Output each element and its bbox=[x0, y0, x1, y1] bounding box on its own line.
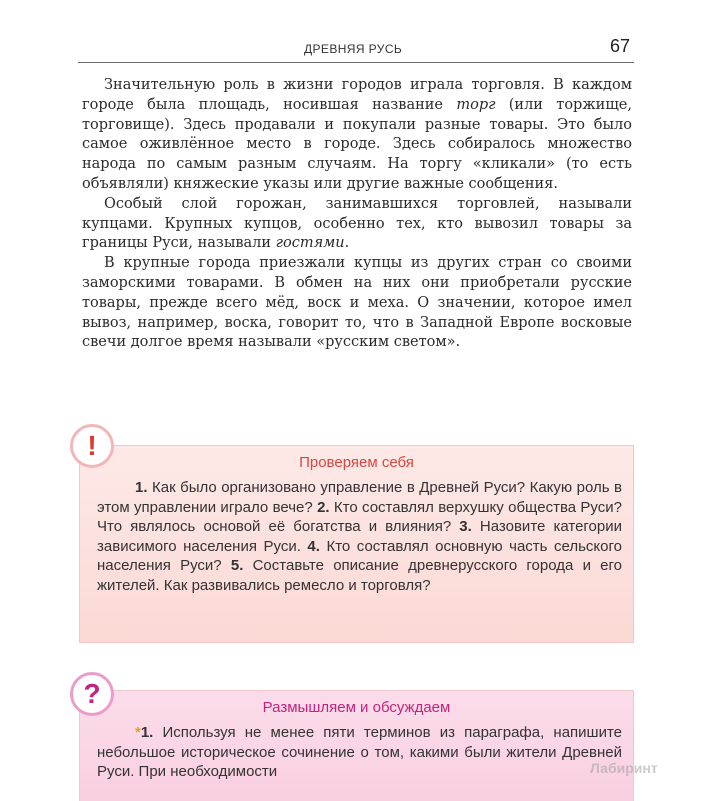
question-mark-icon: ? bbox=[70, 672, 114, 716]
self-check-questions: 1. Как было организовано управление в Древней Руси? Какую роль в этом управлении играло вече? 2. Кто составлял верхушку общества Руси? Что являлось основой её богатства и влияния? 3. Назовите категории зависимого населения Руси. 4. Кто составлял основную часть сельского населения Руси? 5. Составьте описание древнерусского города и его жителей. Как развивались ремесло и торговля? bbox=[97, 479, 622, 594]
discussion-title: Размышляем и обсуждаем bbox=[262, 699, 451, 716]
self-check-box bbox=[79, 445, 634, 643]
watermark: Лабиринт bbox=[590, 760, 658, 776]
chapter-title: ДРЕВНЯЯ РУСЬ bbox=[304, 42, 403, 56]
discussion-box bbox=[79, 690, 634, 801]
paragraph-foreign-trade: В крупные города приезжали купцы из других стран со своими заморскими товарами. В обмен на них они приобретали русские товары, прежде всего мёд, воск и меха. О значении, которое имел вывоз, например, воска, говорит то, что в Западной Европе восковые свечи долгое время называли «русским светом». bbox=[82, 255, 632, 351]
paragraph-merchants: Особый слой горожан, занимавшихся торговлей, называли купцами. Крупных купцов, особенно тех, кто вывозил товары за границы Руси, называли гостями. bbox=[82, 195, 632, 252]
exclamation-icon: ! bbox=[70, 424, 114, 468]
discussion-questions: *1. Используя не менее пяти терминов из параграфа, напишите небольшое историческое сочинение о том, какими были жители Древней Руси. При необходимости bbox=[97, 724, 622, 781]
term-torg: торг bbox=[456, 96, 496, 113]
main-text bbox=[82, 76, 632, 353]
star-icon: * bbox=[135, 724, 141, 741]
paragraph-trade: Значительную роль в жизни городов играла торговля. В каждом городе была площадь, носившая название торг (или торжище, торговище). Здесь продавали и покупали разные товары. Это было самое оживлённое место в городе. Здесь собиралось множество народа по самым разным случаям. На торгу «кликали» (то есть объявляли) княжеские указы или другие важные сообщения. bbox=[82, 77, 633, 192]
self-check-title: Проверяем себя bbox=[299, 454, 414, 471]
page-number: 67 bbox=[609, 36, 630, 56]
term-gosti: гостями bbox=[275, 235, 345, 252]
running-header bbox=[78, 36, 634, 63]
